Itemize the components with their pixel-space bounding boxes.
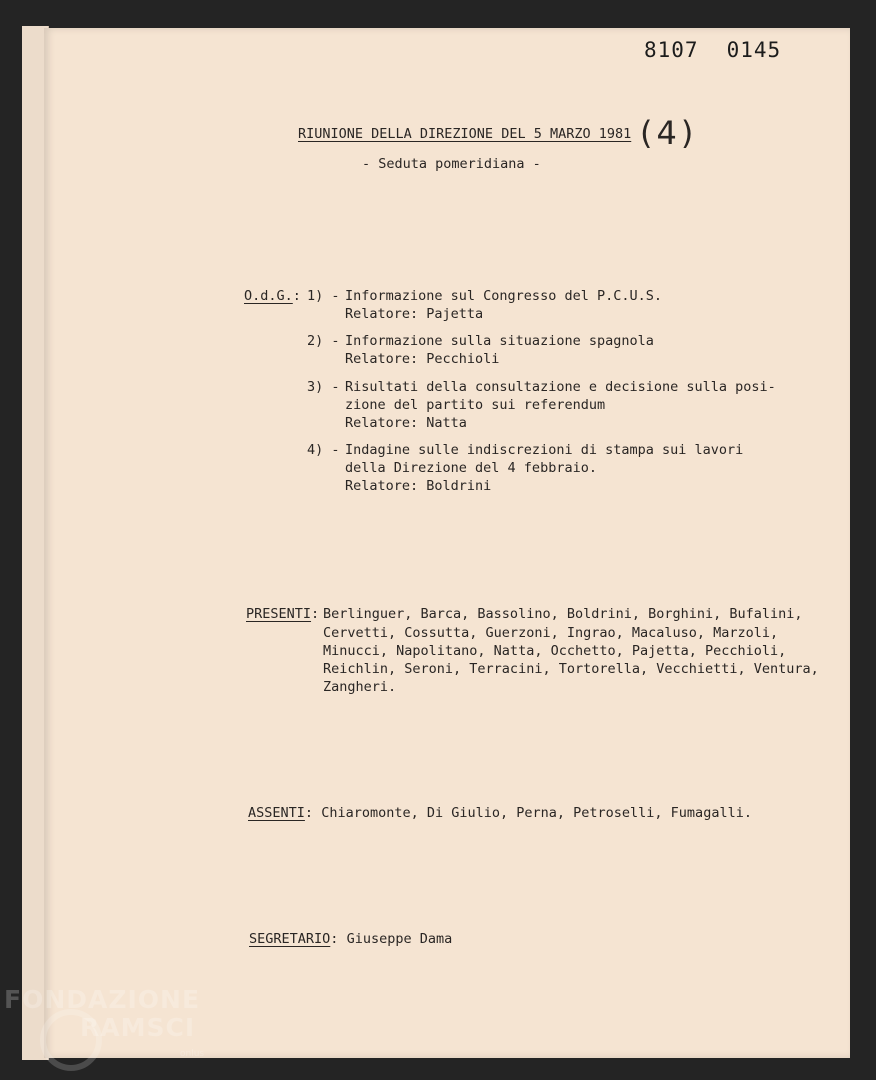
- foundation-watermark: [4, 985, 205, 1059]
- archive-number-part: 0145: [726, 38, 782, 62]
- agenda-item-4-line: Relatore: Boldrini: [345, 478, 492, 494]
- attendees-line: Berlinguer, Barca, Bassolino, Boldrini, Borghini, Bufalini,: [323, 606, 803, 622]
- archive-number-part: 8107: [644, 38, 699, 62]
- attendees-line: Zangheri.: [323, 679, 397, 695]
- absentees-row: ASSENTI: Chiaromonte, Di Giulio, Perna, Petroselli, Fumagalli.: [248, 805, 752, 821]
- absentees-list: Chiaromonte, Di Giulio, Perna, Petroselli, Fumagalli.: [321, 805, 752, 821]
- secretary-name: Giuseppe Dama: [346, 931, 453, 947]
- agenda-item-1-line: Relatore: Pajetta: [345, 306, 484, 322]
- attendees-line: Cervetti, Cossutta, Guerzoni, Ingrao, Macaluso, Marzoli,: [323, 625, 779, 641]
- absentees-label: ASSENTI: [248, 805, 305, 821]
- attendees-line: Minucci, Napolitano, Natta, Occhetto, Pajetta, Pecchioli,: [323, 643, 787, 659]
- agenda-item-3-line: Relatore: Natta: [345, 415, 467, 431]
- attendees-label: PRESENTI: [246, 606, 312, 622]
- document-page: [44, 28, 850, 1058]
- page-title: RIUNIONE DELLA DIREZIONE DEL 5 MARZO 1981: [298, 126, 632, 142]
- agenda-item-3-line: zione del partito sui referendum: [345, 397, 606, 413]
- agenda-item-2-number: 2) -: [307, 333, 340, 349]
- agenda-item-4-line: della Direzione del 4 febbraio.: [345, 460, 597, 476]
- archive-number: [644, 38, 809, 62]
- attendees-line: Reichlin, Seroni, Terracini, Tortorella, Vecchietti, Ventura,: [323, 661, 819, 677]
- attendees-label-row: PRESENTI:: [246, 606, 320, 622]
- agenda-label: O.d.G.: [244, 288, 293, 304]
- secretary-row: SEGRETARIO: Giuseppe Dama: [249, 931, 453, 947]
- agenda-item-2-line: Relatore: Pecchioli: [345, 351, 500, 367]
- agenda-item-1-line: Informazione sul Congresso del P.C.U.S.: [345, 288, 662, 304]
- agenda-item-3-line: Risultati della consultazione e decisione sulla posi-: [345, 379, 776, 395]
- secretary-label: SEGRETARIO: [249, 931, 331, 947]
- page-subtitle: - Seduta pomeridiana -: [362, 156, 541, 172]
- watermark-line: FONDAZIONE: [4, 985, 201, 1014]
- agenda-item-4-line: Indagine sulle indiscrezioni di stampa sui lavori: [345, 442, 744, 458]
- agenda-item-1-number: 1) -: [307, 288, 340, 304]
- watermark-line: RAMSCI: [80, 1013, 196, 1042]
- handwritten-annotation: (4): [640, 114, 698, 152]
- watermark-small: onlus: [180, 1049, 205, 1059]
- agenda-label-row: O.d.G.:: [244, 288, 301, 304]
- agenda-item-3-number: 3) -: [307, 379, 340, 395]
- agenda-item-4-number: 4) -: [307, 442, 340, 458]
- agenda-item-2-line: Informazione sulla situazione spagnola: [345, 333, 654, 349]
